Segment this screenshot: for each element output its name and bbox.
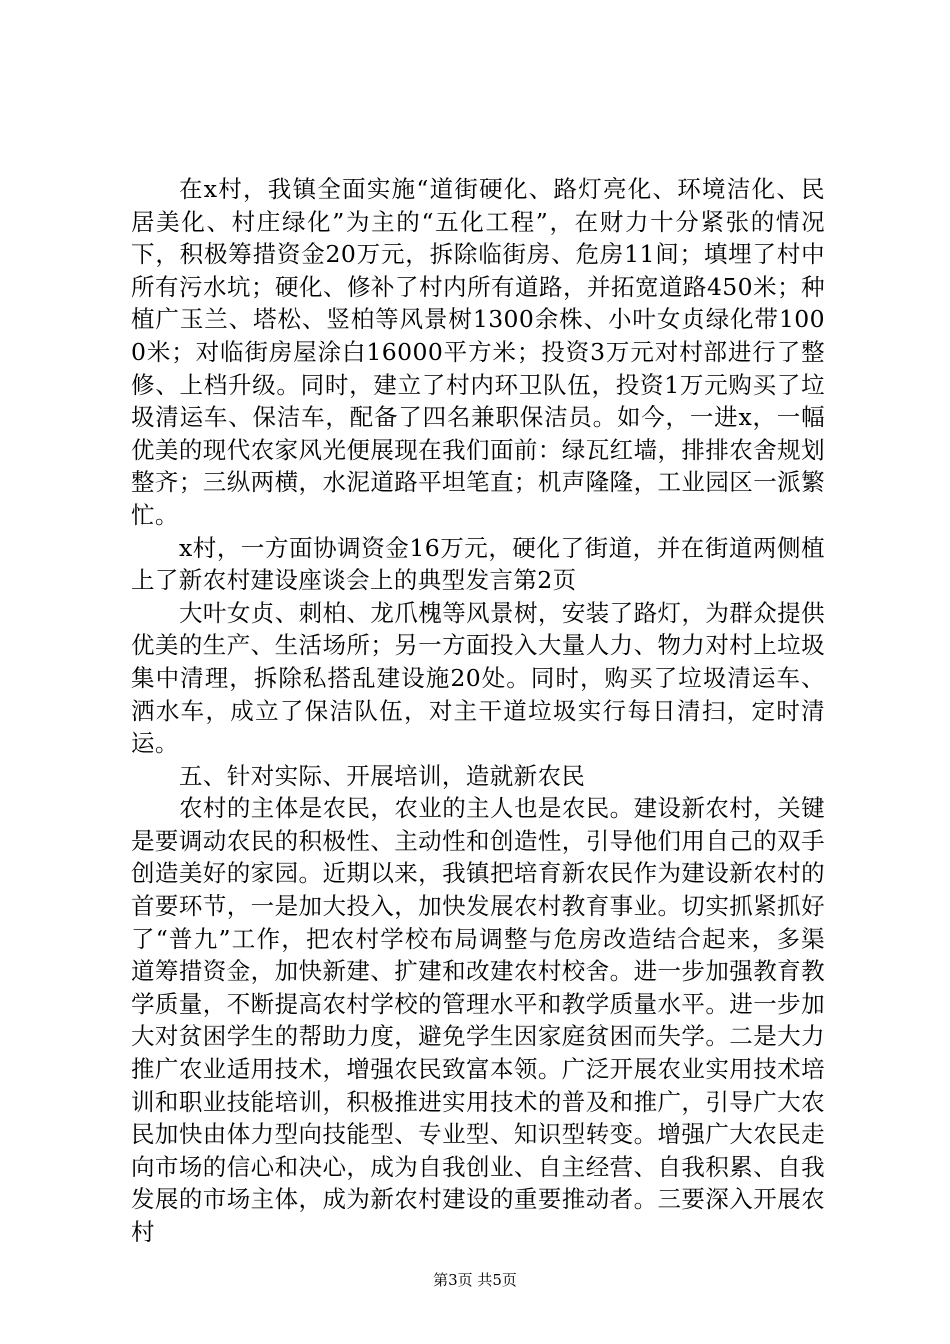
paragraph-village-five-projects: 在x村，我镇全面实施“道街硬化、路灯亮化、环境洁化、民居美化、村庄绿化”为主的“五化工程”，在财力十分紧张的情况下，积极筹措资金20万元，拆除临街房、危房11间；填埋了村中所有污水坑；硬化、修补了村内所有道路，并拓宽道路450米；种植广玉兰、塔松、竖柏等风景树1300余株、小叶女贞绿化带1000米；对临街房屋涂白16000平方米；投资3万元对村部进行了整修、上档升级。同时，建立了村内环卫队伍，投资1万元购买了垃圾清运车、保洁车，配备了四名兼职保洁员。如今，一进x，一幅优美的现代农家风光便展现在我们面前：绿瓦红墙，排排农舍规划整齐；三纵两横，水泥道路平坦笔直；机声隆隆，工业园区一派繁忙。 [131, 175, 825, 529]
page-footer: 第3页 共5页 [433, 1271, 517, 1289]
paragraph-landscape-trees: 大叶女贞、刺柏、龙爪槐等风景树，安装了路灯，为群众提供优美的生产、生活场所；另一方面投入大量人力、物力对村上垃圾集中清理，拆除私搭乱建设施20处。同时，购买了垃圾清运车、洒水车，成立了保洁队伍，对主干道垃圾实行每日清扫，定时清运。 [131, 598, 825, 758]
paragraph-village-street-hardening: x村，一方面协调资金16万元，硬化了街道，并在街道两侧植上了新农村建设座谈会上的典型发言第2页 [131, 533, 825, 595]
paragraph-new-farmers: 农村的主体是农民，农业的主人也是农民。建设新农村，关键是要调动农民的积极性、主动性和创造性，引导他们用自己的双手创造美好的家园。近期以来，我镇把培育新农民作为建设新农村的首要环节，一是加大投入，加快发展农村教育事业。切实抓紧抓好了“普九”工作，把农村学校布局调整与危房改造结合起来，多渠道筹措资金，加快新建、扩建和改建农村校舍。进一步加强教育教学质量，不断提高农村学校的管理水平和教学质量水平。进一步加大对贫困学生的帮助力度，避免学生因家庭贫困而失学。二是大力推广农业适用技术，增强农民致富本领。广泛开展农业实用技术培训和职业技能培训，积极推进实用技术的普及和推广，引导广大农民加快由体力型向技能型、专业型、知识型转变。增强广大农民走向市场的信心和决心，成为自我创业、自主经营、自我积累、自我发展的市场主体，成为新农村建设的重要推动者。三要深入开展农村 [131, 794, 825, 1246]
document-body [131, 173, 825, 1249]
section-heading-training: 五、针对实际、开展培训，造就新农民 [179, 761, 586, 790]
